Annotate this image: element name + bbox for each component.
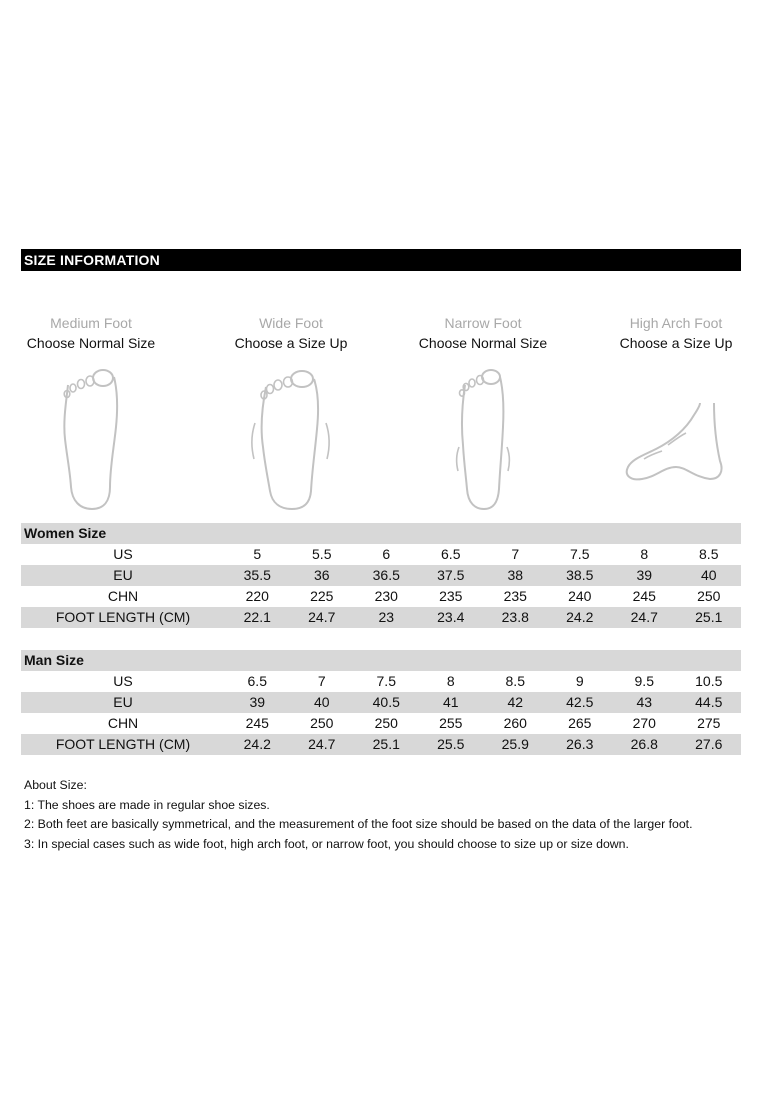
size-cell: 225 bbox=[310, 588, 334, 604]
man-size-table bbox=[21, 650, 741, 755]
row-label: FOOT LENGTH (CM) bbox=[55, 736, 191, 752]
table-row bbox=[21, 607, 741, 628]
size-cell: 8 bbox=[446, 673, 455, 689]
size-cell: 245 bbox=[245, 715, 269, 731]
table-row bbox=[21, 565, 741, 586]
size-cell: 44.5 bbox=[695, 694, 723, 710]
size-cell: 8.5 bbox=[699, 546, 719, 562]
table-row bbox=[21, 671, 741, 692]
size-cell: 25.9 bbox=[501, 736, 529, 752]
foot-type-name: High Arch Foot bbox=[629, 315, 723, 331]
table-row bbox=[21, 734, 741, 755]
size-cell: 250 bbox=[374, 715, 398, 731]
size-cell: 250 bbox=[697, 588, 721, 604]
size-cell: 6.5 bbox=[441, 546, 461, 562]
notes-heading: About Size: bbox=[24, 778, 87, 792]
size-cell: 37.5 bbox=[437, 567, 465, 583]
size-cell: 245 bbox=[632, 588, 656, 604]
size-cell: 9.5 bbox=[634, 673, 654, 689]
wide-foot-icon bbox=[246, 363, 336, 513]
narrow-foot-icon bbox=[443, 363, 523, 513]
size-cell: 38.5 bbox=[566, 567, 594, 583]
foot-type-name: Medium Foot bbox=[50, 315, 132, 331]
foot-type-narrow bbox=[398, 313, 568, 513]
size-cell: 22.1 bbox=[243, 609, 271, 625]
foot-type-medium bbox=[6, 313, 176, 513]
size-cell: 39 bbox=[249, 694, 266, 710]
women-size-table bbox=[21, 523, 741, 628]
size-cell: 7.5 bbox=[570, 546, 590, 562]
row-label: EU bbox=[113, 567, 133, 583]
size-cell: 7 bbox=[511, 546, 520, 562]
foot-type-advice: Choose a Size Up bbox=[619, 335, 733, 351]
size-cell: 27.6 bbox=[695, 736, 723, 752]
size-cell: 24.7 bbox=[308, 736, 336, 752]
size-cell: 25.1 bbox=[695, 609, 723, 625]
foot-type-name: Wide Foot bbox=[259, 315, 323, 331]
size-cell: 41 bbox=[442, 694, 459, 710]
size-cell: 6.5 bbox=[247, 673, 267, 689]
size-cell: 26.8 bbox=[630, 736, 658, 752]
about-size-notes bbox=[24, 776, 754, 854]
size-cell: 240 bbox=[568, 588, 592, 604]
size-cell: 235 bbox=[503, 588, 527, 604]
size-cell: 36.5 bbox=[372, 567, 400, 583]
size-cell: 7.5 bbox=[376, 673, 396, 689]
size-cell: 260 bbox=[503, 715, 527, 731]
foot-type-advice: Choose Normal Size bbox=[418, 335, 548, 351]
foot-type-name: Narrow Foot bbox=[444, 315, 522, 331]
size-cell: 23 bbox=[378, 609, 395, 625]
size-cell: 25.1 bbox=[372, 736, 400, 752]
size-cell: 265 bbox=[568, 715, 592, 731]
size-cell: 5 bbox=[253, 546, 262, 562]
size-cell: 10.5 bbox=[695, 673, 723, 689]
size-cell: 8.5 bbox=[505, 673, 525, 689]
size-cell: 24.2 bbox=[243, 736, 271, 752]
row-label: FOOT LENGTH (CM) bbox=[55, 609, 191, 625]
women-size-title: Women Size bbox=[21, 523, 741, 544]
size-cell: 5.5 bbox=[312, 546, 332, 562]
size-cell: 255 bbox=[439, 715, 463, 731]
note-item: 1: The shoes are made in regular shoe sizes. bbox=[24, 797, 270, 812]
table-row bbox=[21, 586, 741, 607]
size-cell: 39 bbox=[636, 567, 653, 583]
row-label: US bbox=[113, 546, 133, 562]
high-arch-foot-icon bbox=[616, 363, 736, 513]
size-cell: 230 bbox=[374, 588, 398, 604]
size-information-banner: SIZE INFORMATION bbox=[21, 249, 741, 271]
size-cell: 24.7 bbox=[308, 609, 336, 625]
size-cell: 35.5 bbox=[243, 567, 271, 583]
man-size-title: Man Size bbox=[21, 650, 741, 671]
size-cell: 42.5 bbox=[566, 694, 594, 710]
size-cell: 25.5 bbox=[437, 736, 465, 752]
foot-type-advice: Choose Normal Size bbox=[26, 335, 156, 351]
foot-type-wide bbox=[206, 313, 376, 513]
size-cell: 275 bbox=[697, 715, 721, 731]
table-row bbox=[21, 713, 741, 734]
size-cell: 24.2 bbox=[566, 609, 594, 625]
size-cell: 23.8 bbox=[501, 609, 529, 625]
note-item: 3: In special cases such as wide foot, high arch foot, or narrow foot, you should choose to size up or size down. bbox=[24, 836, 629, 851]
size-cell: 24.7 bbox=[630, 609, 658, 625]
size-cell: 43 bbox=[636, 694, 653, 710]
size-cell: 38 bbox=[507, 567, 524, 583]
table-row bbox=[21, 692, 741, 713]
size-cell: 26.3 bbox=[566, 736, 594, 752]
size-cell: 7 bbox=[317, 673, 326, 689]
size-cell: 6 bbox=[382, 546, 391, 562]
size-cell: 9 bbox=[575, 673, 584, 689]
table-row bbox=[21, 544, 741, 565]
row-label: US bbox=[113, 673, 133, 689]
size-cell: 40 bbox=[313, 694, 330, 710]
size-cell: 8 bbox=[640, 546, 649, 562]
row-label: CHN bbox=[107, 715, 139, 731]
row-label: EU bbox=[113, 694, 133, 710]
medium-foot-icon bbox=[56, 363, 126, 513]
size-cell: 250 bbox=[310, 715, 334, 731]
note-item: 2: Both feet are basically symmetrical, and the measurement of the foot size should be based on the data of the larger foot. bbox=[24, 817, 693, 831]
size-cell: 36 bbox=[313, 567, 330, 583]
size-cell: 270 bbox=[632, 715, 656, 731]
size-cell: 220 bbox=[245, 588, 269, 604]
foot-type-advice: Choose a Size Up bbox=[234, 335, 348, 351]
size-cell: 23.4 bbox=[437, 609, 465, 625]
row-label: CHN bbox=[107, 588, 139, 604]
foot-type-high-arch bbox=[591, 313, 761, 513]
size-cell: 235 bbox=[439, 588, 463, 604]
size-cell: 40 bbox=[700, 567, 717, 583]
size-cell: 42 bbox=[507, 694, 524, 710]
size-cell: 40.5 bbox=[372, 694, 400, 710]
